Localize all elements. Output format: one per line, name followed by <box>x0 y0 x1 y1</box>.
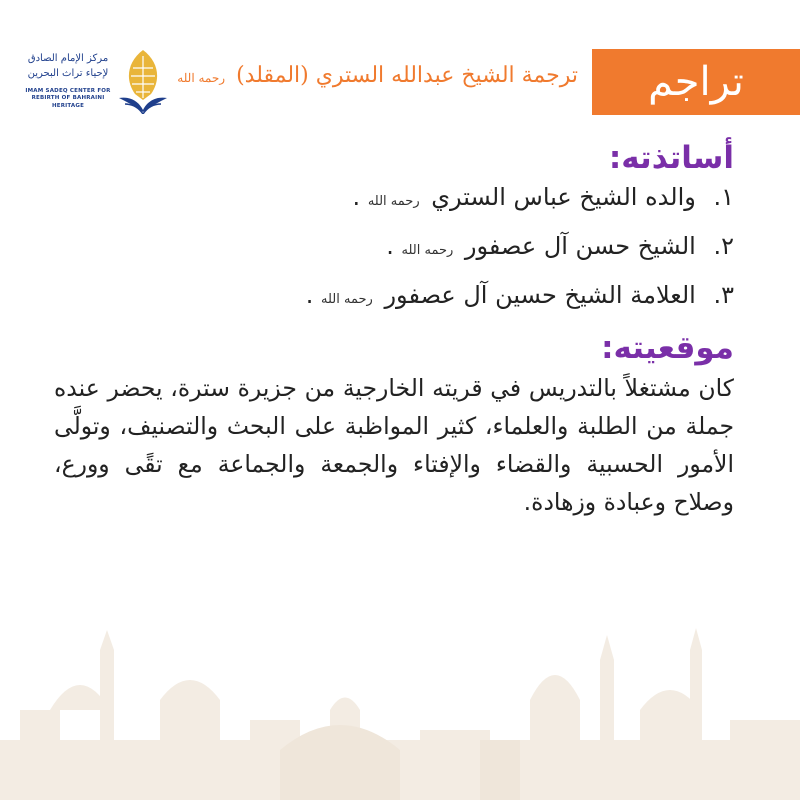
skyline-silhouette-icon <box>0 590 800 800</box>
teacher-name: والده الشيخ عباس الستري <box>431 183 696 212</box>
teacher-number: ٣. <box>713 280 734 309</box>
header-subtitle-text: ترجمة الشيخ عبدالله الستري (المقلد) <box>236 63 578 88</box>
main-content <box>54 140 734 521</box>
logo-arabic-line2: لإحياء تراث البحرين <box>27 67 109 79</box>
teacher-honorific: رحمه الله <box>367 194 420 210</box>
center-logo <box>22 46 172 116</box>
teacher-number: ٢. <box>713 231 734 260</box>
logo-emblem-icon <box>115 48 171 114</box>
logo-english-line2: REBIRTH OF BAHRAINI HERITAGE <box>31 95 105 109</box>
status-body: كان مشتغلاً بالتدريس في قريته الخارجية من جزيرة سترة، يحضر عنده جملة من الطلبة والعلماء، كثير المواظبة على البحث والتصنيف، وتولَّى الأمور الحسبية والقضاء والإفتاء والجمعة والجماعة مع تقًى وورع، وصلاح وعبادة وزهادة. <box>54 373 734 516</box>
teacher-honorific: رحمه الله <box>401 242 454 258</box>
teacher-honorific: رحمه الله <box>321 291 373 307</box>
logo-arabic-name <box>22 52 114 81</box>
teacher-name: العلامة الشيخ حسين آل عصفور <box>384 280 696 309</box>
status-title: موقعيته: <box>601 329 734 366</box>
header-band <box>592 49 800 115</box>
teacher-end: . <box>352 183 361 212</box>
logo-english-name <box>22 88 114 110</box>
teacher-item <box>54 183 734 212</box>
teachers-title: أساتذته: <box>608 140 734 176</box>
teacher-item <box>54 281 734 310</box>
teacher-item <box>54 232 734 261</box>
header-subtitle <box>177 62 578 91</box>
logo-english-line1: IMAM SADEQ CENTER FOR <box>25 88 111 94</box>
logo-arabic-line1: مركز الإمام الصادق <box>27 53 109 64</box>
teacher-number: ١. <box>713 183 734 212</box>
header-band-title: تراجم <box>648 59 744 105</box>
teachers-list <box>54 183 734 309</box>
teacher-end: . <box>305 280 314 309</box>
teacher-end: . <box>386 231 394 260</box>
teacher-name: الشيخ حسن آل عصفور <box>464 231 696 260</box>
header-honorific: رحمه الله <box>177 71 226 85</box>
